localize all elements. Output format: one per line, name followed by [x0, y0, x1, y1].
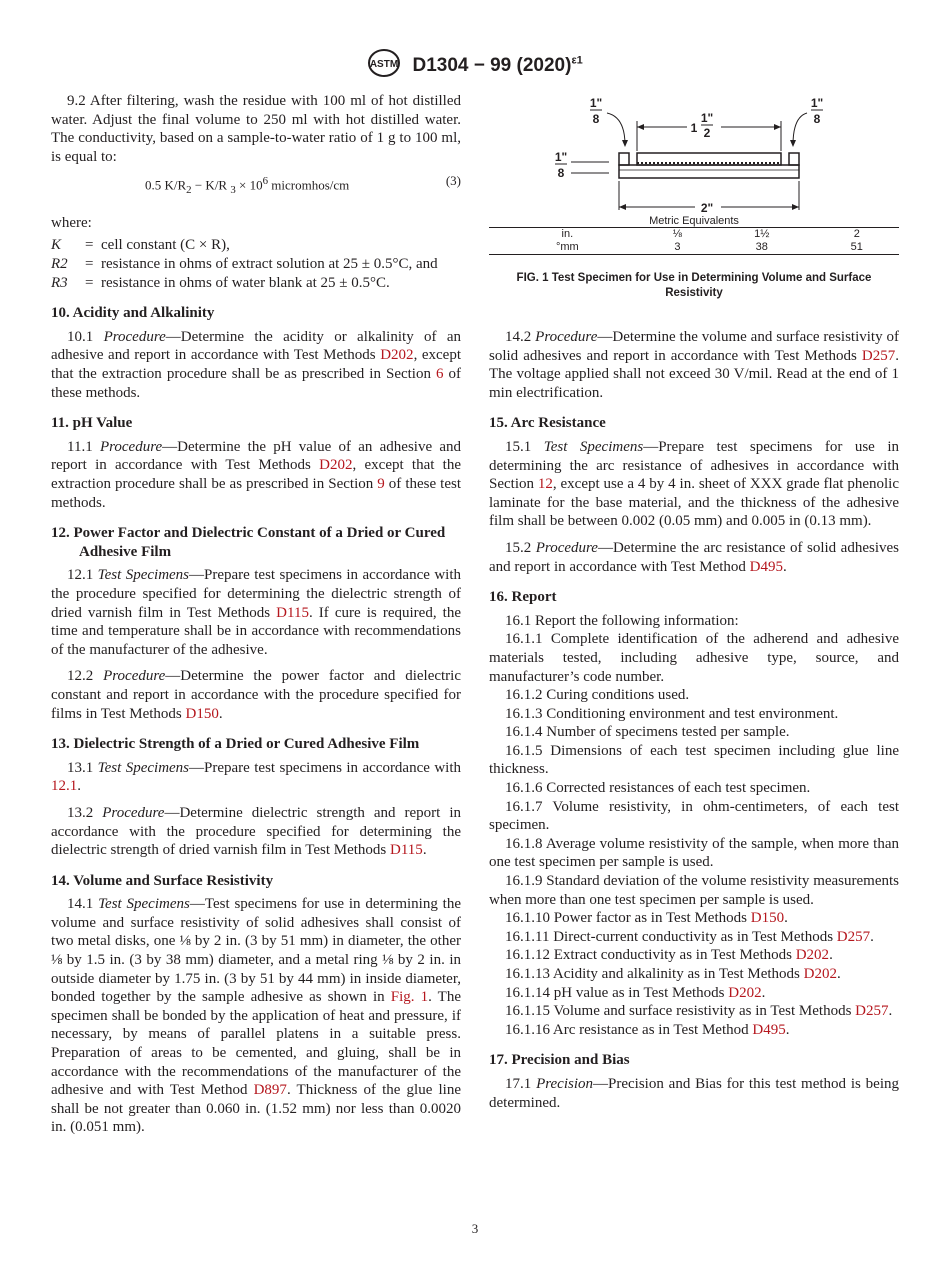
report-item: 16.1.12 Extract conductivity as in Test Methods D202. [505, 947, 833, 964]
report-item: 16.1.10 Power factor as in Test Methods D150. [505, 910, 788, 927]
equation-body: 0.5 $K/R_2 - K/R$ $_3 \times 10^6$ micromhos/cm [145, 175, 350, 197]
para-11-1: 11.1 Procedure—Determine the pH value of an adhesive and report in accordance with Test Methods D202, except that the extraction procedure shall be as prescribed in Section 9 of these test methods. [51, 438, 461, 511]
report-item: 16.1.1 Complete identification of the adherend and adhesive materials tested, including adhesive type, source, and manufacturer’s code number. [489, 631, 899, 685]
report-item: 16.1.2 Curing conditions used. [505, 687, 690, 704]
link-d202[interactable]: D202 [795, 947, 830, 964]
para-12-1: 12.1 Test Specimens—Prepare test specimens in accordance with the procedure specified for determining the dielectric strength of dried varnish film in Test Methods D115. If cure is required, the time and temperature shall be in accordance with recommendations of the manufacturer of the adhesive. [51, 567, 461, 658]
dim-label: 2 [703, 126, 711, 140]
report-item: 16.1.13 Acidity and alkalinity as in Test Methods D202. [505, 966, 841, 982]
link-d202[interactable]: D202 [319, 457, 353, 474]
link-d257[interactable]: D257 [861, 347, 896, 364]
definition-item: R2 = resistance in ohms of extract solution at 25 ± 0.5°C, and [51, 256, 438, 273]
report-item: 16.1.9 Standard deviation of the volume resistivity measurements when more than one test specimen per sample is used. [489, 873, 899, 908]
para-14-2: 14.2 Procedure—Determine the volume and surface resistivity of solid adhesives and report in accordance with Test Methods D257. The voltage applied shall not exceed 30 V/mil. Read at the end of 1 min electrification. [489, 329, 899, 401]
metric-equivalents-table [489, 215, 899, 255]
para-16-1: 16.1 Report the following information: [505, 612, 739, 629]
report-item: 16.1.16 Arc resistance as in Test Method D495. [505, 1021, 790, 1038]
dim-label: 1" [810, 96, 824, 110]
section-13-heading: 13. Dielectric Strength of a Dried or Cured Adhesive Film [51, 736, 420, 753]
link-d150[interactable]: D150 [750, 910, 785, 927]
link-d150[interactable]: D150 [185, 705, 219, 722]
equation-3 [51, 172, 461, 200]
svg-text:ASTM: ASTM [370, 59, 399, 70]
report-item: 16.1.3 Conditioning environment and test environment. [505, 705, 839, 722]
para-13-1: 13.1 Test Specimens—Prepare test specimens in accordance with 12.1. [51, 759, 461, 795]
link-d202[interactable]: D202 [728, 984, 762, 1001]
section-17-heading: 17. Precision and Bias [489, 1052, 630, 1069]
section-10-heading: 10. Acidity and Alkalinity [51, 305, 215, 322]
table-row: in. ⅛ 1½ 2 [489, 228, 899, 242]
para-12-2: 12.2 Procedure—Determine the power factor and dielectric constant and report in accordance with the procedure specified for films in Test Methods D150. [51, 668, 462, 722]
dim-label: 1" [700, 111, 714, 125]
report-item: 16.1.11 Direct-current conductivity as in Test Methods D257. [505, 928, 874, 945]
dim-label: 8 [813, 112, 821, 126]
link-d115[interactable]: D115 [390, 842, 423, 859]
dim-label: 1 [690, 121, 698, 135]
report-item: 16.1.4 Number of specimens tested per sample. [505, 724, 790, 741]
para-10-1: 10.1 Procedure—Determine the acidity or alkalinity of an adhesive and report in accordance with Test Methods D202, except that the extraction procedure shall be as prescribed in Section 6 of these methods. [51, 328, 462, 401]
link-d495[interactable]: D495 [752, 1021, 786, 1038]
metric-title: Metric Equivalents [649, 215, 739, 227]
report-item: 16.1.8 Average volume resistivity of the sample, when more than one test specimen per sample is used. [489, 835, 899, 871]
dim-label: 8 [557, 166, 565, 180]
figure-1 [489, 95, 899, 301]
figure-caption: FIG. 1 Test Specimen for Use in Determining Volume and Surface Resistivity [516, 272, 872, 299]
dim-label: 1" [554, 150, 568, 164]
report-item: 16.1.7 Volume resistivity, in ohm-centimeters, of each test specimen. [489, 798, 899, 834]
section-14-heading: 14. Volume and Surface Resistivity [51, 872, 274, 889]
edition-superscript: ε1 [571, 54, 583, 67]
link-d495[interactable]: D495 [749, 558, 784, 575]
document-designation: D1304 − 99 (2020) [412, 55, 572, 77]
document-header [0, 48, 950, 84]
report-item: 16.1.6 Corrected resistances of each test specimen. [505, 780, 811, 797]
report-item: 16.1.5 Dimensions of each test specimen including glue line thickness. [489, 742, 899, 778]
page-number: 3 [471, 1221, 479, 1236]
dim-label: 1" [589, 96, 603, 110]
section-11-heading: 11. pH Value [51, 415, 133, 432]
link-section-12[interactable]: 12 [537, 476, 553, 493]
specimen-diagram [549, 95, 839, 215]
para-17-1: 17.1 Precision—Precision and Bias for this test method is being determined. [489, 1075, 900, 1111]
para-9-2: 9.2 After filtering, wash the residue with 100 ml of hot distilled water. Adjust the final volume to 250 ml with hot distilled water. The conductivity, based on a sample-to-water ratio of 1 g to 100 ml, is equal to: [51, 93, 461, 165]
report-item: 16.1.15 Volume and surface resistivity as in Test Methods D257. [505, 1003, 893, 1020]
link-12-1[interactable]: 12.1 [51, 778, 78, 795]
dim-label: 8 [592, 112, 600, 126]
section-16-heading: 16. Report [489, 589, 557, 606]
link-fig-1[interactable]: Fig. 1 [390, 989, 429, 1006]
para-13-2: 13.2 Procedure—Determine dielectric strength and report in accordance with the procedure specified for determining the dielectric strength of dried varnish film in Test Methods D115. [51, 804, 461, 859]
link-d897[interactable]: D897 [253, 1082, 287, 1099]
link-section-6[interactable]: 6 [435, 366, 444, 383]
astm-logo-icon [367, 48, 401, 84]
definitions-list [51, 236, 461, 292]
section-12-heading: 12. Power Factor and Dielectric Constant of a Dried or Cured Adhesive Film [51, 525, 446, 560]
left-column [51, 92, 461, 1137]
link-d257[interactable]: D257 [855, 1003, 889, 1020]
table-row: °mm 3 38 51 [489, 241, 899, 255]
link-section-9[interactable]: 9 [377, 476, 385, 493]
equation-number: (3) [445, 173, 461, 189]
para-15-1: 15.1 Test Specimens—Prepare test specimens for use in determining the arc resistance of adhesives in accordance with Section 12, except use a 4 by 4 in. sheet of XXX grade flat phenolic laminate for the base material, and the thickness of the adhesive film shall be between 0.002 (0.05 mm) and 0.005 in (0.13 mm). [489, 438, 900, 530]
link-d202[interactable]: D202 [380, 347, 414, 364]
definition-item: K = cell constant (C × R), [51, 237, 230, 254]
definition-item: R3 = resistance in ohms of water blank at 25 ± 0.5°C. [51, 274, 390, 291]
right-column [489, 328, 899, 1112]
report-item: 16.1.14 pH value as in Test Methods D202. [505, 984, 766, 1001]
section-15-heading: 15. Arc Resistance [489, 415, 606, 432]
para-15-2: 15.2 Procedure—Determine the arc resistance of solid adhesives and report in accordance with Test Method D495. [489, 539, 899, 575]
link-d115[interactable]: D115 [276, 604, 309, 621]
where-label: where: [51, 214, 92, 231]
link-d202[interactable]: D202 [803, 966, 837, 982]
dim-label: 2" [700, 201, 714, 215]
link-d257[interactable]: D257 [836, 928, 871, 945]
para-14-1: 14.1 Test Specimens—Test specimens for use in determining the volume and surface resistivity of solid adhesives shall consist of two metal disks, one ⅛ by 2 in. (3 by 51 mm) in diameter, the other ⅛ by 1.5 in. (3 by 38 mm) diameter, and a metal ring ⅛ by 2 in. in outside diameter by 1.75 in. (3 by 51 by 44 mm) in inside diameter, bonded together by the sample adhesive as shown in Fig. 1. The specimen shall be bonded by the application of heat and pressure, if necessary, by means of parallel platens in a suitable press. Preparation of areas to be cemented, and gluing, shall be in accordance with the recommendations of the manufacturer of the adhesive and with Test Method D897. Thickness of the glue line shall be not greater than 0.060 in. (1.52 mm) nor less than 0.0020 in. (0.051 mm). [51, 896, 461, 1136]
